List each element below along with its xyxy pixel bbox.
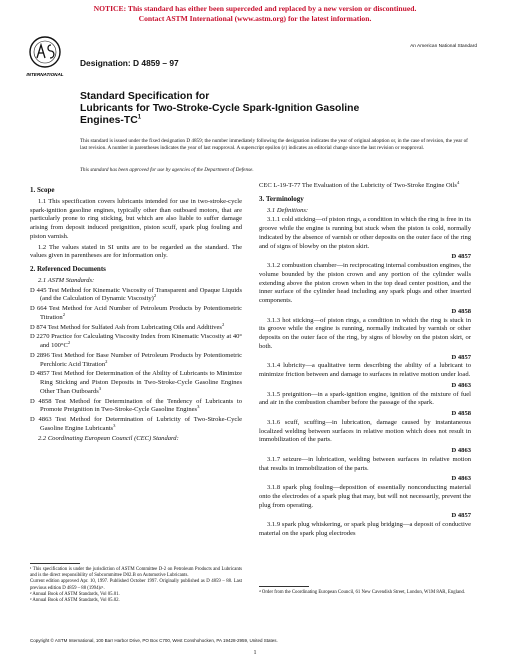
astm-logo bbox=[26, 34, 64, 80]
definition-seizure: 3.1.7 seizure—in lubrication, welding between surfaces in relative motion that results in immobilization of the parts. bbox=[259, 455, 471, 472]
cec-reference: CEC L-19-T-77 The Evaluation of the Lubricity of Two-Stroke Engine Oils$^4$ bbox=[259, 179, 460, 189]
footnote-1-edition: Current edition approved Apr. 10, 1997. Published October 1997. Originally published as D 4859 – 88. Last previous edition D 4859 – 88 (1994)ε¹. bbox=[30, 579, 242, 591]
reference-item: D 664 Test Method for Acid Number of Petroleum Products by Potentiometric Titration$^2$ bbox=[30, 305, 242, 321]
reference-item: D 4863 Test Method for Determination of Lubricity of Two-Stroke-Cycle Gasoline Engine Lubricants$^3$ bbox=[30, 416, 242, 432]
title-line-3: Engines-$TC^1$ bbox=[80, 114, 142, 126]
left-column bbox=[30, 182, 242, 444]
notice-line-2: Contact ASTM International (www.astm.org) for the latest information. bbox=[138, 14, 372, 23]
document-title bbox=[80, 91, 440, 127]
american-national-standard-label: An American National Standard bbox=[410, 44, 477, 49]
definitions-label: 3.1 Definitions: bbox=[267, 206, 309, 214]
footnote-1: ¹ This specification is under the jurisdiction of ASTM Committee D-2 on Petroleum Products and Lubricants and is the direct responsibility of Subcommittee D02.B on Automotive Lubricants. bbox=[30, 567, 242, 579]
definition-hot-sticking: 3.1.3 hot sticking—of piston rings, a condition in which the ring is stuck in its groove while the engine is running, normally indicated by varnish or other deposits on the outer face of the ring, by signs of blowby on the piston skirt, or both. bbox=[259, 316, 471, 350]
footnotes-left bbox=[30, 567, 242, 604]
issuance-note: This standard is issued under the fixed designation D 4859; the number immediately following the designation indicates the year of original adoption or, in the case of revision, the year of last revision. A number in parentheses indicates the year of last reapproval. A superscript epsilon (ε) indicates an editorial change since the last revision or reapproval. bbox=[80, 138, 468, 152]
copyright-line: Copyright © ASTM International, 100 Barr Harbor Drive, PO Box C700, West Conshohocken, PA 19428-2959, United States. bbox=[30, 638, 278, 643]
definition-cold-sticking: 3.1.1 cold sticking—of piston rings, a condition in which the ring is free in its groove while the engine is running but stuck when the piston is cold, normally indicated by the absence of varnish or other deposits on the outer face of the ring and of signs of blowby on the piston skirt. bbox=[259, 216, 471, 250]
definition-source-code: D 4858 bbox=[451, 307, 471, 315]
section-terminology-heading: 3. Terminology bbox=[259, 194, 304, 203]
title-footnote-mark: 1 bbox=[137, 114, 142, 121]
reference-item: D 874 Test Method for Sulfated Ash from Lubricating Oils and Additives$^2$ bbox=[30, 321, 225, 331]
definition-source-code: D 4863 bbox=[451, 381, 471, 389]
section-references-heading: 2. Referenced Documents bbox=[30, 265, 106, 273]
cec-standard-label: 2.2 Coordinating European Council (CEC) Standard: bbox=[38, 434, 179, 442]
definition-spark-plug-fouling: 3.1.8 spark plug fouling—deposition of essentially nonconducting material onto the electrodes of a spark plug that may, but will not necessarily, prevent the plug from operating. bbox=[259, 484, 471, 509]
scope-1-1: 1.1 This specification covers lubricants intended for use in two-stroke-cycle spark-ignition gasoline engines, typically other than outboard motors, that are particularly prone to ring sticking, but which are also liable to suffer damage arising from deposit induced preignition, piston scuff, spark plug fouling and piston varnish. bbox=[30, 197, 242, 240]
definition-source-code: D 4857 bbox=[451, 253, 471, 261]
definition-scuffing: 3.1.6 scuff, scuffing—in lubrication, damage caused by instantaneous localized welding between surfaces in relative motion which does not result in immobilization of the parts. bbox=[259, 418, 471, 444]
reference-item: D 4857 Test Method for Determination of the Ability of Lubricants to Minimize Ring Sticking and Piston Deposits in Two-Stroke-Cycle Gasoline Engines Other Than Outboards$^3$ bbox=[30, 370, 242, 395]
footnote-divider-right bbox=[259, 586, 309, 587]
definition-source-code: D 4863 bbox=[451, 475, 471, 483]
logo-text: INTERNATIONAL bbox=[26, 72, 64, 77]
title-line-2: Lubricants for Two-Stroke-Cycle Spark-Ignition Gasoline bbox=[80, 103, 360, 114]
reference-item: D 445 Test Method for Kinematic Viscosity of Transparent and Opaque Liquids (and the Calculation of Dynamic Viscosity)$^2$ bbox=[30, 286, 242, 303]
notice-line-1: NOTICE: This standard has either been superceded and replaced by a new version or discontinued. bbox=[93, 4, 417, 13]
footnote-4: ⁴ Order from the Coordinating European Council, 61 New Cavendish Street, London, W1M 8AR, England. bbox=[259, 590, 466, 595]
reference-item: D 2896 Test Method for Base Number of Petroleum Products by Potentiometric Perchloric Acid Titration$^2$ bbox=[30, 351, 242, 368]
definition-preignition: 3.1.5 preignition—in a spark-ignition engine, ignition of the mixture of fuel and air in the combustion chamber before the passage of the spark. bbox=[259, 390, 471, 407]
scope-1-2: 1.2 The values stated in SI units are to be regarded as the standard. The values given in parentheses are for information only. bbox=[30, 243, 242, 260]
definition-spark-plug-whiskering: 3.1.9 spark plug whiskering, or spark plug bridging—a deposit of conductive material on the spark plug electrodes bbox=[259, 521, 471, 537]
footnote-divider-left bbox=[30, 563, 80, 564]
reference-item: D 4858 Test Method for Determination of the Tendency of Lubricants to Promote Preignition in Two-Stroke-Cycle Gasoline Engines$^3$ bbox=[30, 397, 242, 414]
astm-standards-label: 2.1 ASTM Standards: bbox=[38, 276, 95, 284]
definition-source-code: D 4857 bbox=[451, 512, 471, 520]
dod-approval-note: This standard has been approved for use by agencies of the Department of Defense. bbox=[80, 167, 254, 173]
definition-lubricity: 3.1.4 lubricity—a qualitative term describing the ability of a lubricant to minimize friction between and damage to surfaces in relative motion under load. bbox=[259, 362, 471, 378]
definition-combustion-chamber: 3.1.2 combustion chamber—in reciprocating internal combustion engines, the volume bounded by the piston crown and any portion of the cylinder walls extending above the piston crown when in the top dead center position, and the inner surface of the cylinder head including any spark plugs and other inserted components. bbox=[259, 262, 471, 304]
reference-item: D 2270 Practice for Calculating Viscosity Index from Kinematic Viscosity at 40° and $100^\circ C^2$ bbox=[30, 333, 242, 349]
designation: Designation: D 4859 – 97 bbox=[80, 58, 179, 68]
footnote-3: ³ Annual Book of ASTM Standards, Vol 05.02. bbox=[30, 598, 120, 604]
definition-source-code: D 4858 bbox=[451, 410, 471, 417]
definition-source-code: D 4857 bbox=[451, 353, 471, 361]
superseded-notice bbox=[0, 4, 510, 24]
page-number: 1 bbox=[253, 650, 257, 656]
right-column bbox=[259, 179, 471, 541]
definition-source-code: D 4863 bbox=[451, 447, 471, 454]
footnote-2: ² Annual Book of ASTM Standards, Vol 05.01. bbox=[30, 591, 120, 597]
reference-list bbox=[30, 287, 242, 434]
title-line-1: Standard Specification for bbox=[80, 91, 210, 102]
section-scope-heading: 1. Scope bbox=[30, 186, 55, 194]
